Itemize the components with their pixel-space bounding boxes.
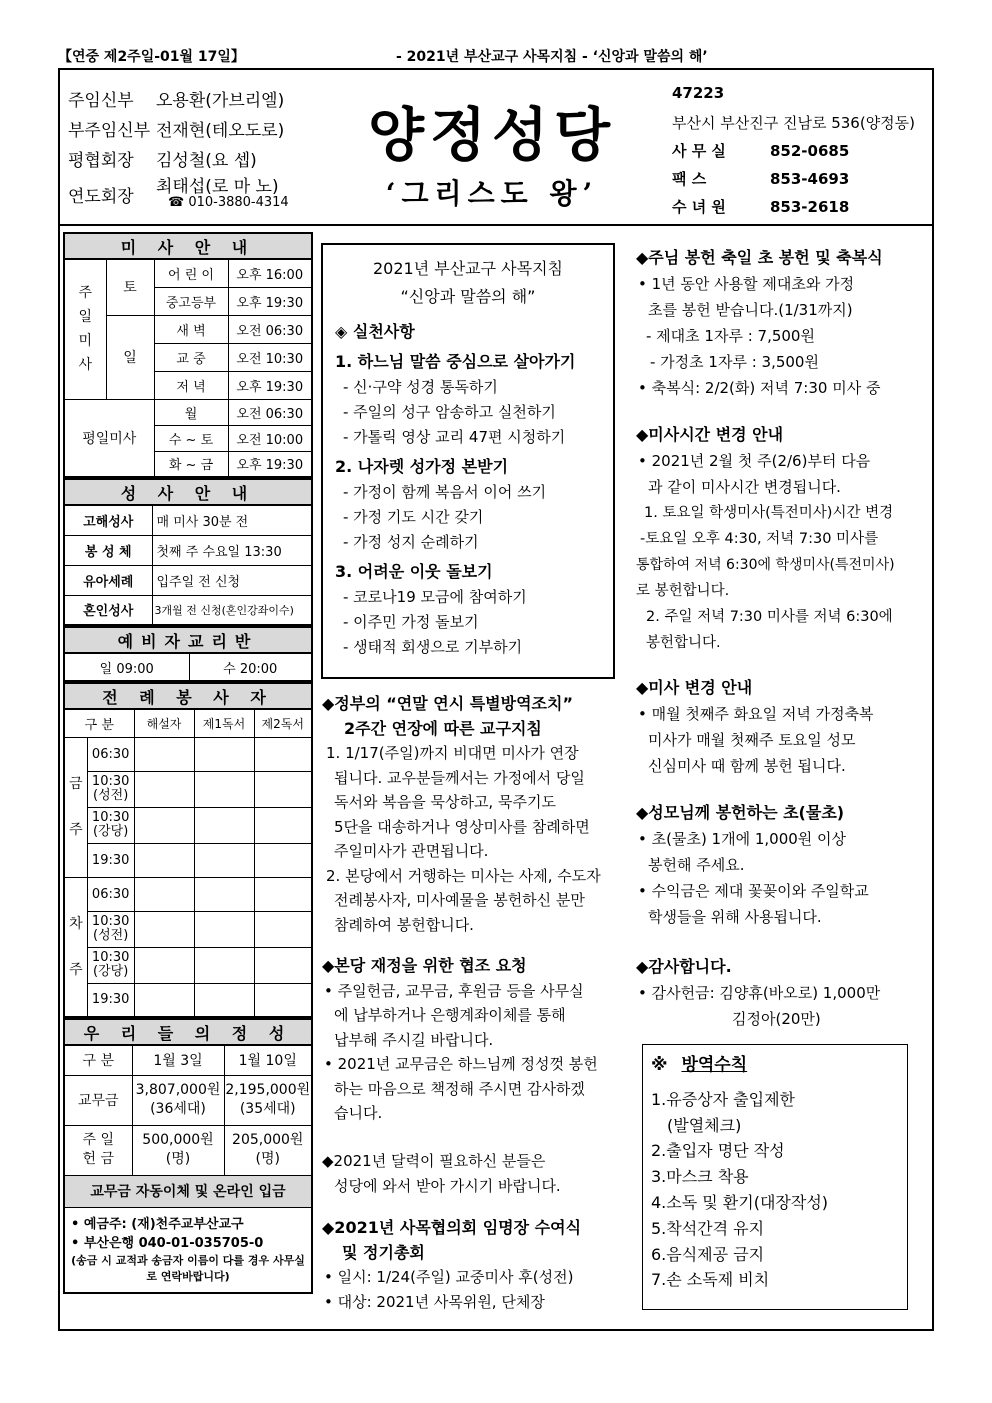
notice-line: 1. 토요일 학생미사(특전미사)시간 변경 xyxy=(644,505,894,521)
notice-line: 주일미사가 관면됩니다. xyxy=(334,842,489,860)
notice-line: 2. 주일 저녁 7:30 미사를 저녁 6:30에 xyxy=(646,609,893,625)
sacrament-name: 봉 성 체 xyxy=(64,535,152,565)
server-time: 19:30 xyxy=(87,983,134,1017)
safety-item: 5.착석간격 유지 xyxy=(651,1218,765,1238)
list-item: - 이주민 가정 돌보기 xyxy=(343,613,479,631)
notice-line: -토요일 오후 4:30, 저녁 7:30 미사를 xyxy=(640,531,879,547)
church-title: 양정성당 xyxy=(367,101,617,169)
postcode: 47223 xyxy=(672,84,725,102)
sacrament-value: 3개월 전 신청(혼인강좌이수) xyxy=(152,595,312,625)
sacrament-value: 첫째 주 수요일 13:30 xyxy=(152,535,312,565)
contact-value: 853-2618 xyxy=(770,198,850,216)
phone-icon: ☎ xyxy=(168,195,185,210)
notice-title: ◆본당 재정을 위한 협조 요청 xyxy=(322,956,527,975)
notice-line: 과 같이 미사시간 변경됩니다. xyxy=(648,478,841,496)
catechumen-sunday: 일 09:00 xyxy=(64,653,189,681)
staff-role: 평협회장 xyxy=(68,151,134,171)
safety-title-text: 방역수칙 xyxy=(681,1055,748,1075)
holy-candle-notice xyxy=(636,800,930,930)
staff-name: 오용환(가브리엘) xyxy=(156,91,285,111)
offering-value: 205,000원 (명) xyxy=(224,1125,312,1175)
server-time: 10:30 (성전) xyxy=(87,911,134,947)
mass-title: 미 사 안 내 xyxy=(64,233,312,259)
notice-title: ◆감사합니다. xyxy=(636,957,732,976)
time-change-notice xyxy=(636,422,930,656)
safety-item: 3.마스크 착용 xyxy=(651,1167,749,1187)
phone-number: 010-3880-4314 xyxy=(188,195,289,210)
notice-line: - 제대초 1자루 : 7,500원 xyxy=(646,327,815,345)
sacrament-name: 혼인성사 xyxy=(64,595,152,625)
guideline-box xyxy=(321,243,615,679)
section-heading: 1. 하느님 말씀 중심으로 살아가기 xyxy=(335,352,576,371)
notice-line: 에 납부하거나 은행계좌이체를 통해 xyxy=(334,1006,566,1024)
contact-row xyxy=(672,140,849,161)
notice-line: • 대상: 2021년 사목위원, 단체장 xyxy=(324,1292,545,1311)
offering-col: 1월 10일 xyxy=(224,1045,312,1075)
safety-item: 4.소독 및 환기(대장작성) xyxy=(651,1192,829,1212)
offering-table xyxy=(63,1018,313,1294)
bank-line: • 예금주: (재)천주교부산교구 xyxy=(71,1216,244,1232)
address: 부산시 부산진구 진남로 536(양정동) xyxy=(672,114,916,132)
notice-line: • 주일헌금, 교무금, 후원금 등을 사무실 xyxy=(324,981,584,1000)
mass-time: 오전 10:30 xyxy=(228,343,312,371)
contact-label: 수 녀 원 xyxy=(672,198,726,216)
server-time: 10:30 (강당) xyxy=(87,947,134,983)
notice-line: 1. 1/17(주일)까지 비대면 미사가 연장 xyxy=(326,744,579,762)
note-mark-icon: ※ xyxy=(651,1055,668,1075)
mass-time: 오후 19:30 xyxy=(228,451,312,477)
staff-name: 최태섭(로 마 노) xyxy=(156,177,279,197)
list-item: - 가톨릭 영상 교리 47편 시청하기 xyxy=(343,428,566,446)
notice-line: 독서와 복음을 묵상하고, 묵주기도 xyxy=(334,793,556,811)
server-time: 10:30 (성전) xyxy=(87,771,134,807)
servers-col: 제1독서 xyxy=(194,709,254,737)
safety-item: 2.출입자 명단 작성 xyxy=(651,1141,785,1161)
sacrament-table xyxy=(63,478,313,626)
notice-line: 미사가 매월 첫째주 토요일 성모 xyxy=(648,731,856,749)
notice-line: • 일시: 1/24(주일) 교중미사 후(성전) xyxy=(324,1268,574,1286)
mass-name: 화 ~ 금 xyxy=(154,451,228,477)
notice-line: • 2021년 교무금은 하느님께 정성껏 봉헌 xyxy=(324,1055,598,1073)
church-subtitle: ‘그리스도 왕’ xyxy=(385,177,599,210)
mass-name: 수 ~ 토 xyxy=(154,425,228,451)
bank-title: 교무금 자동이체 및 온라인 입금 xyxy=(64,1175,312,1207)
notice-title: ◆정부의 “연말 연시 특별방역조치” xyxy=(322,694,573,713)
issue-date: 【연중 제2주일-01월 17일】 xyxy=(58,49,245,65)
safety-item: 6.음식제공 금지 xyxy=(651,1244,765,1264)
list-item: - 생태적 회생으로 기부하기 xyxy=(343,638,523,656)
sacrament-value: 매 미사 30분 전 xyxy=(152,505,312,535)
offering-value: 3,807,000원 (36세대) xyxy=(132,1075,224,1125)
notice-line: • 2021년 2월 첫 주(2/6)부터 다음 xyxy=(638,452,871,470)
mass-table xyxy=(63,232,313,478)
notice-title: ◆주님 봉헌 축일 초 봉헌 및 축복식 xyxy=(636,248,883,267)
list-item: - 가정 기도 시간 갖기 xyxy=(343,508,484,526)
diocese-motto: - 2021년 부산교구 사목지침 - ‘신앙과 말씀의 해’ xyxy=(396,49,708,65)
notice-line: 통합하여 저녁 6:30에 학생미사(특전미사) xyxy=(636,557,895,573)
section-heading: 3. 어려운 이웃 돌보기 xyxy=(335,562,493,581)
list-item: - 가정 성지 순례하기 xyxy=(343,533,479,551)
catechumen-table xyxy=(63,626,313,682)
notice-line: 하는 마음으로 책정해 주시면 감사하겠 xyxy=(334,1079,585,1098)
this-week-label: 금주 xyxy=(64,737,87,877)
contact-label: 팩 스 xyxy=(672,170,707,188)
notice-line: 학생들을 위해 사용됩니다. xyxy=(648,908,822,926)
notice-line: • 수익금은 제대 꽃꽂이와 주일학교 xyxy=(638,882,869,900)
notice-title: ◆성모님께 봉헌하는 초(물초) xyxy=(636,803,845,822)
mass-time: 오전 10:00 xyxy=(228,425,312,451)
notice-line: 신심미사 때 함께 봉헌 됩니다. xyxy=(648,757,846,775)
mass-time: 오후 16:00 xyxy=(228,259,312,287)
notice-line: • 매월 첫째주 화요일 저녁 가정축복 xyxy=(638,705,874,723)
thanks-notice xyxy=(636,954,930,1032)
guideline-subheading: “신앙과 말씀의 해” xyxy=(400,287,536,306)
safety-rules xyxy=(642,1044,908,1310)
notice-line: 참례하여 봉헌합니다. xyxy=(334,915,474,934)
offering-title: 우 리 들 의 정 성 xyxy=(64,1019,312,1045)
mass-change-notice xyxy=(636,675,930,779)
weekday-mass-label: 평일미사 xyxy=(64,399,154,477)
sunday-label: 일 xyxy=(106,315,154,399)
notice-line: • 감사헌금: 김양휴(바오로) 1,000만 xyxy=(638,984,881,1002)
mass-time: 오전 06:30 xyxy=(228,315,312,343)
sunday-mass-label: 주일미사 xyxy=(64,259,106,399)
safety-item: 1.유증상자 출입제한 xyxy=(651,1089,795,1109)
server-time: 06:30 xyxy=(87,737,134,771)
staff-role: 연도회장 xyxy=(68,187,134,207)
list-item: - 신·구약 성경 통독하기 xyxy=(343,378,498,396)
list-item: - 주일의 성구 암송하고 실천하기 xyxy=(343,403,556,421)
next-week-label: 차주 xyxy=(64,877,87,1017)
offering-value: 500,000원 (명) xyxy=(132,1125,224,1175)
notice-title: 2주간 연장에 따른 교구지침 xyxy=(344,718,542,738)
sacrament-title: 성 사 안 내 xyxy=(64,479,312,505)
staff-role: 주임신부 xyxy=(68,91,134,111)
servers-col: 해설자 xyxy=(134,709,194,737)
notice-title: ◆2021년 사목협의회 임명장 수여식 xyxy=(322,1218,582,1237)
sacrament-name: 고해성사 xyxy=(64,505,152,535)
notice-line: • 초(물초) 1개에 1,000원 이상 xyxy=(638,830,847,848)
council-notice xyxy=(322,1216,622,1314)
mass-time: 오후 19:30 xyxy=(228,287,312,315)
saturday-label: 토 xyxy=(106,259,154,315)
notice-line: 성당에 와서 받아 가시기 바랍니다. xyxy=(334,1176,561,1195)
notice-title: 및 정기총회 xyxy=(342,1242,425,1262)
list-item: - 코로나19 모금에 참여하기 xyxy=(343,588,527,606)
notice-line: 전례봉사자, 미사예물을 봉헌하신 분만 xyxy=(334,891,585,909)
mass-time: 오후 19:30 xyxy=(228,371,312,399)
candle-notice xyxy=(636,245,930,401)
server-time: 06:30 xyxy=(87,877,134,911)
sacrament-value: 입주일 전 신청 xyxy=(152,565,312,595)
offering-name: 주 일 헌 금 xyxy=(64,1125,132,1175)
staff-name: 전재현(테오도로) xyxy=(156,121,285,141)
offering-value: 2,195,000원 (35세대) xyxy=(224,1075,312,1125)
calendar-notice xyxy=(322,1149,622,1198)
notice-line: • 축복식: 2/2(화) 저녁 7:30 미사 중 xyxy=(638,379,881,397)
catechumen-title: 예비자교리반 xyxy=(64,627,312,653)
contact-value: 853-4693 xyxy=(770,170,850,188)
header xyxy=(58,68,934,226)
servers-title: 전 례 봉 사 자 xyxy=(64,683,312,709)
notice-title: ◆미사 변경 안내 xyxy=(636,678,753,697)
notice-line: 김정아(20만) xyxy=(732,1010,821,1028)
servers-col: 구 분 xyxy=(64,709,134,737)
notice-title: ◆미사시간 변경 안내 xyxy=(636,425,784,444)
contact-label: 사 무 실 xyxy=(672,142,726,160)
contact-row xyxy=(672,196,849,217)
notice-line: 초를 봉헌 받습니다.(1/31까지) xyxy=(648,301,853,319)
notice-line: 봉헌합니다. xyxy=(646,635,721,651)
contact-value: 852-0685 xyxy=(770,142,850,160)
left-column xyxy=(63,232,313,1294)
notice-line: 로 봉헌합니다. xyxy=(636,583,730,599)
safety-title xyxy=(651,1053,899,1079)
staff-name: 김성철(요 셉) xyxy=(156,151,257,171)
notice-line: 봉헌해 주세요. xyxy=(648,856,745,874)
servers-col: 제2독서 xyxy=(254,709,312,737)
list-item: - 가정이 함께 복음서 이어 쓰기 xyxy=(343,483,547,501)
gov-notice xyxy=(322,692,622,937)
staff-role: 부주임신부 xyxy=(68,121,151,141)
mass-name: 어 린 이 xyxy=(154,259,228,287)
notice-line: 습니다. xyxy=(334,1104,383,1122)
practice-heading: ◈ 실천사항 xyxy=(335,322,415,341)
server-time: 10:30 (강당) xyxy=(87,807,134,843)
mass-name: 새 벽 xyxy=(154,315,228,343)
mass-time: 오전 06:30 xyxy=(228,399,312,425)
servers-table xyxy=(63,682,313,1018)
server-time: 19:30 xyxy=(87,843,134,877)
top-line xyxy=(58,46,934,68)
contact-row xyxy=(672,168,849,189)
sacrament-name: 유아세례 xyxy=(64,565,152,595)
notice-line: ◆2021년 달력이 필요하신 분들은 xyxy=(322,1152,546,1170)
notice-line: 납부해 주시길 바랍니다. xyxy=(334,1030,494,1049)
notice-line: - 가정초 1자루 : 3,500원 xyxy=(650,353,819,371)
bank-info xyxy=(64,1207,312,1293)
notice-line: 5단을 대송하거나 영상미사를 참례하면 xyxy=(334,817,590,836)
phone-line xyxy=(168,195,289,210)
notice-line: 2. 본당에서 거행하는 미사는 사제, 수도자 xyxy=(326,866,601,885)
guideline-heading: 2021년 부산교구 사목지침 xyxy=(373,259,563,278)
notice-line: 됩니다. 교우분들께서는 가정에서 당일 xyxy=(334,768,585,787)
safety-item: (발열체크) xyxy=(667,1115,742,1135)
mass-name: 월 xyxy=(154,399,228,425)
offering-col: 1월 3일 xyxy=(132,1045,224,1075)
section-heading: 2. 나자렛 성가정 본받기 xyxy=(335,457,509,476)
notice-line: • 1년 동안 사용할 제대초와 가정 xyxy=(638,275,855,293)
mass-name: 교 중 xyxy=(154,343,228,371)
mass-name: 저 녁 xyxy=(154,371,228,399)
bank-line: • 부산은행 040-01-035705-0 xyxy=(71,1235,264,1251)
offering-col: 구 분 xyxy=(64,1045,132,1075)
offering-name: 교무금 xyxy=(64,1075,132,1125)
mass-name: 중고등부 xyxy=(154,287,228,315)
bank-note: (송금 시 교적과 송금자 이름이 다를 경우 사무실로 연락바랍니다) xyxy=(71,1253,305,1283)
catechumen-wednesday: 수 20:00 xyxy=(189,653,312,681)
safety-item: 7.손 소독제 비치 xyxy=(651,1270,770,1290)
finance-notice xyxy=(322,954,622,1126)
